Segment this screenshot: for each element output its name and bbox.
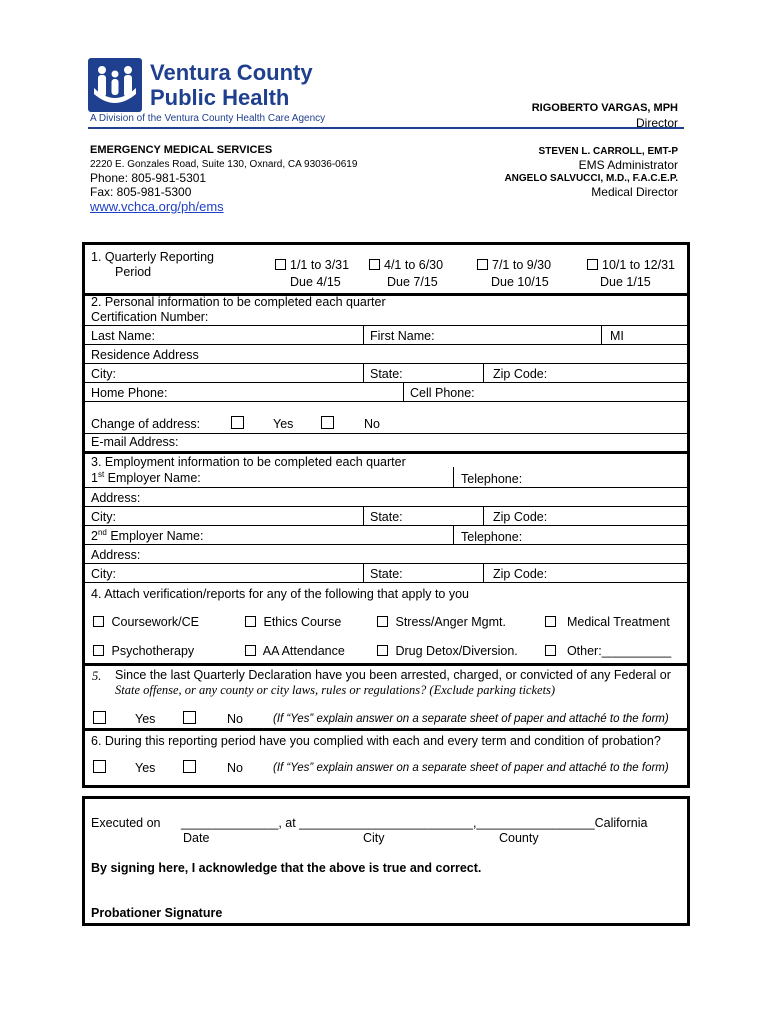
s6-question: 6. During this reporting period have you complied with each and every term and condition of probation? bbox=[91, 734, 661, 748]
department-website-link[interactable]: www.vchca.org/ph/ems bbox=[90, 199, 224, 214]
section-divider bbox=[85, 728, 687, 731]
s2-title: 2. Personal information to be completed each quarter bbox=[91, 295, 386, 309]
employer-2-city-field[interactable]: City: bbox=[91, 567, 116, 581]
change-address-no-label: No bbox=[364, 417, 380, 431]
row-line bbox=[85, 433, 687, 434]
row-line bbox=[85, 363, 687, 364]
residence-address-field[interactable]: Residence Address bbox=[91, 348, 199, 362]
section-divider bbox=[85, 451, 687, 454]
middle-initial-field[interactable]: MI bbox=[610, 329, 624, 343]
coursework-option[interactable]: Coursework/CE bbox=[93, 615, 199, 629]
checkbox-icon[interactable] bbox=[477, 259, 488, 270]
s6-note: (If “Yes” explain answer on a separate sheet of paper and attaché to the form) bbox=[273, 762, 669, 774]
change-of-address-label: Change of address: bbox=[91, 417, 201, 431]
quarter-1-option[interactable]: 1/1 to 3/31 bbox=[275, 258, 349, 272]
col-line bbox=[601, 325, 602, 344]
department-phone: Phone: 805-981-5301 bbox=[90, 171, 207, 185]
section-divider bbox=[85, 663, 687, 666]
s5-no-label: No bbox=[227, 712, 243, 726]
quarter-4-due: Due 1/15 bbox=[600, 275, 651, 289]
s4-title: 4. Attach verification/reports for any of the following that apply to you bbox=[91, 587, 469, 601]
checkbox-icon[interactable] bbox=[93, 645, 104, 656]
quarter-3-due: Due 10/15 bbox=[491, 275, 549, 289]
director-title: Director bbox=[635, 116, 678, 130]
row-line bbox=[85, 506, 687, 507]
col-line bbox=[363, 363, 364, 382]
employer-1-telephone-field[interactable]: Telephone: bbox=[461, 472, 523, 486]
employer-2-state-field[interactable]: State: bbox=[370, 567, 403, 581]
checkbox-icon[interactable] bbox=[545, 645, 556, 656]
col-line bbox=[453, 467, 454, 487]
s6-no-checkbox[interactable] bbox=[183, 760, 196, 773]
quarter-2-option[interactable]: 4/1 to 6/30 bbox=[369, 258, 443, 272]
first-name-field[interactable]: First Name: bbox=[370, 329, 435, 343]
col-line bbox=[483, 563, 484, 582]
s5-no-checkbox[interactable] bbox=[183, 711, 196, 724]
checkbox-icon[interactable] bbox=[377, 616, 388, 627]
date-label: Date bbox=[183, 831, 210, 845]
director-name: RIGOBERTO VARGAS, MPH bbox=[531, 102, 678, 114]
zip-code-field[interactable]: Zip Code: bbox=[493, 367, 548, 381]
ethics-course-option[interactable]: Ethics Course bbox=[245, 615, 341, 629]
s5-question-cont: State offense, or any county or city laws, rules or regulations? (Exclude parking tickets) bbox=[115, 683, 556, 697]
col-line bbox=[403, 382, 404, 401]
state-field[interactable]: State: bbox=[370, 367, 403, 381]
change-address-yes-checkbox[interactable] bbox=[231, 416, 244, 429]
medical-treatment-option[interactable]: Medical Treatment bbox=[545, 615, 670, 629]
s6-no-label: No bbox=[227, 761, 243, 775]
header-divider bbox=[88, 127, 684, 129]
agency-subtitle: A Division of the Ventura County Health Care Agency bbox=[90, 113, 326, 124]
row-line bbox=[85, 401, 687, 402]
checkbox-icon[interactable] bbox=[245, 645, 256, 656]
row-line bbox=[85, 544, 687, 545]
drug-detox-option[interactable]: Drug Detox/Diversion. bbox=[377, 644, 518, 658]
quarter-3-option[interactable]: 7/1 to 9/30 bbox=[477, 258, 551, 272]
certification-number-field[interactable]: Certification Number: bbox=[91, 310, 209, 324]
executed-on-label: Executed on bbox=[91, 816, 161, 830]
checkbox-icon[interactable] bbox=[587, 259, 598, 270]
employer-2-name-field[interactable]: 2nd Employer Name: bbox=[91, 528, 204, 544]
row-line bbox=[85, 382, 687, 383]
aa-attendance-option[interactable]: AA Attendance bbox=[245, 644, 345, 658]
checkbox-icon[interactable] bbox=[245, 616, 256, 627]
employer-2-zip-field[interactable]: Zip Code: bbox=[493, 567, 548, 581]
checkbox-icon[interactable] bbox=[545, 616, 556, 627]
col-line bbox=[363, 506, 364, 525]
checkbox-icon[interactable] bbox=[377, 645, 388, 656]
quarter-2-due: Due 7/15 bbox=[387, 275, 438, 289]
row-line bbox=[85, 582, 687, 583]
s3-title: 3. Employment information to be completed each quarter bbox=[91, 455, 406, 469]
s6-yes-label: Yes bbox=[135, 761, 156, 775]
change-address-yes-label: Yes bbox=[273, 417, 294, 431]
employer-1-city-field[interactable]: City: bbox=[91, 510, 116, 524]
probationer-signature-field[interactable]: Probationer Signature bbox=[91, 906, 223, 920]
col-line bbox=[483, 506, 484, 525]
medical-director-title: Medical Director bbox=[591, 185, 678, 199]
department-name: EMERGENCY MEDICAL SERVICES bbox=[90, 144, 273, 156]
employer-1-state-field[interactable]: State: bbox=[370, 510, 403, 524]
city-label: City bbox=[363, 831, 385, 845]
cell-phone-field[interactable]: Cell Phone: bbox=[410, 386, 475, 400]
row-line bbox=[85, 487, 687, 488]
col-line bbox=[483, 363, 484, 382]
row-line bbox=[85, 525, 687, 526]
last-name-field[interactable]: Last Name: bbox=[91, 329, 155, 343]
department-fax: Fax: 805-981-5300 bbox=[90, 185, 192, 199]
stress-anger-option[interactable]: Stress/Anger Mgmt. bbox=[377, 615, 506, 629]
county-label: County bbox=[499, 831, 539, 845]
quarter-1-due: Due 4/15 bbox=[290, 275, 341, 289]
change-address-no-checkbox[interactable] bbox=[321, 416, 334, 429]
s5-note: (If “Yes” explain answer on a separate sheet of paper and attaché to the form) bbox=[273, 713, 669, 725]
row-line bbox=[85, 344, 687, 345]
administrator-title: EMS Administrator bbox=[578, 158, 678, 172]
s1-label-period: Period bbox=[115, 265, 152, 279]
s5-question: Since the last Quarterly Declaration have you been arrested, charged, or convicted of any Federal or bbox=[115, 668, 671, 682]
city-field[interactable]: City: bbox=[91, 367, 116, 381]
employer-1-name-field[interactable]: 1st Employer Name: bbox=[91, 470, 201, 486]
execution-line[interactable]: ______________, at _________________________,_________________California bbox=[181, 816, 648, 830]
s1-label: 1. Quarterly Reporting bbox=[91, 250, 214, 264]
checkbox-icon[interactable] bbox=[369, 259, 380, 270]
employer-2-telephone-field[interactable]: Telephone: bbox=[461, 530, 523, 544]
s5-yes-label: Yes bbox=[135, 712, 156, 726]
employer-2-address-field[interactable]: Address: bbox=[91, 548, 141, 562]
col-line bbox=[453, 525, 454, 544]
quarter-4-option[interactable]: 10/1 to 12/31 bbox=[587, 258, 675, 272]
row-line bbox=[85, 563, 687, 564]
acknowledgement-text: By signing here, I acknowledge that the above is true and correct. bbox=[91, 861, 482, 875]
checkbox-icon[interactable] bbox=[275, 259, 286, 270]
home-phone-field[interactable]: Home Phone: bbox=[91, 386, 168, 400]
s5-yes-checkbox[interactable] bbox=[93, 711, 106, 724]
col-line bbox=[363, 325, 364, 344]
employer-1-address-field[interactable]: Address: bbox=[91, 491, 141, 505]
s5-number: 5. bbox=[92, 669, 102, 683]
email-address-field[interactable]: E-mail Address: bbox=[91, 435, 179, 449]
signature-section bbox=[82, 796, 690, 926]
county-logo-icon bbox=[88, 58, 142, 112]
declaration-form bbox=[82, 242, 690, 788]
agency-name: Ventura County Public Health bbox=[150, 60, 313, 110]
medical-director-name: ANGELO SALVUCCI, M.D., F.A.C.E.P. bbox=[504, 173, 678, 184]
department-address: 2220 E. Gonzales Road, Suite 130, Oxnard, CA 93036-0619 bbox=[90, 159, 358, 170]
employer-1-zip-field[interactable]: Zip Code: bbox=[493, 510, 548, 524]
administrator-name: STEVEN L. CARROLL, EMT-P bbox=[538, 146, 678, 157]
col-line bbox=[363, 563, 364, 582]
row-line bbox=[85, 325, 687, 326]
s6-yes-checkbox[interactable] bbox=[93, 760, 106, 773]
other-option[interactable]: Other:__________ bbox=[545, 644, 671, 658]
psychotherapy-option[interactable]: Psychotherapy bbox=[93, 644, 194, 658]
checkbox-icon[interactable] bbox=[93, 616, 104, 627]
